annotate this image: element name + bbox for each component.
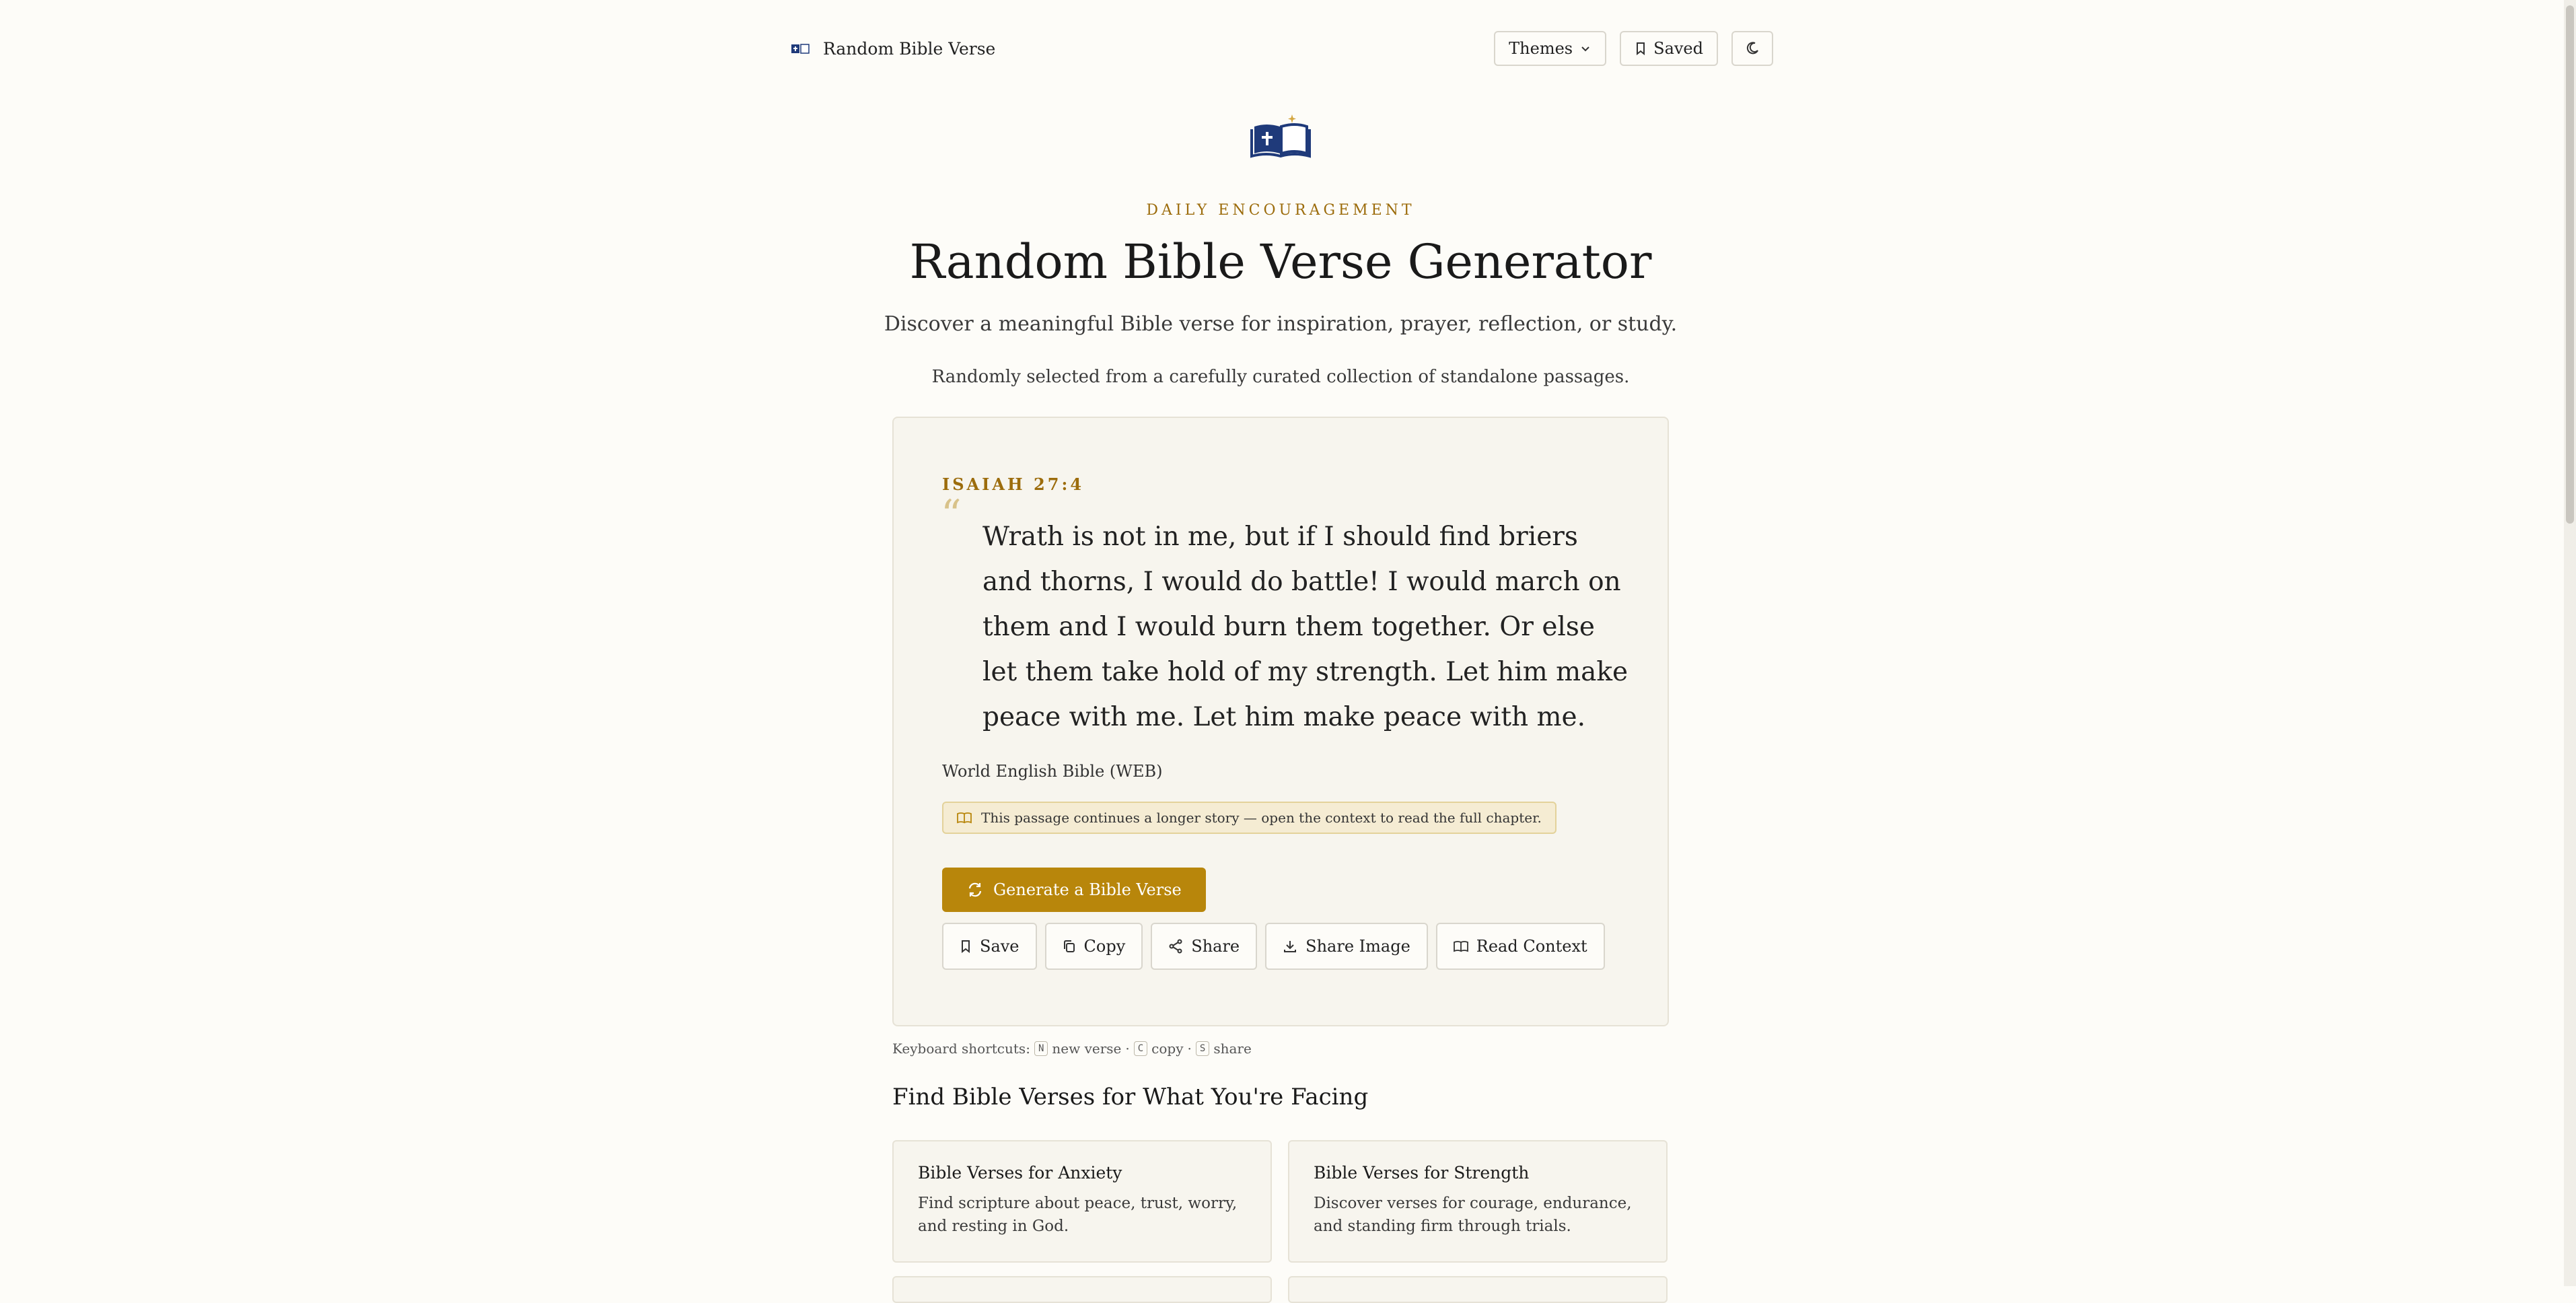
topic-card-partial[interactable] bbox=[892, 1276, 1272, 1303]
share-icon bbox=[1168, 939, 1183, 954]
collection-note: Randomly selected from a carefully curated collection of standalone passages. bbox=[931, 367, 1630, 387]
topic-description: Find scripture about peace, trust, worry, and resting in God. bbox=[918, 1195, 1238, 1235]
topic-card-anxiety[interactable] bbox=[892, 1140, 1272, 1263]
copy-label: Copy bbox=[1083, 937, 1126, 956]
shortcut-key-copy: C bbox=[1134, 1041, 1147, 1056]
verse-actions bbox=[942, 923, 1605, 970]
keyboard-shortcuts bbox=[892, 1041, 1252, 1057]
shortcut-label-share: share bbox=[1213, 1041, 1252, 1057]
brand-link[interactable] bbox=[791, 39, 995, 59]
open-book-icon bbox=[957, 812, 972, 824]
generate-verse-label: Generate a Bible Verse bbox=[993, 880, 1182, 899]
page-title: Random Bible Verse Generator bbox=[909, 234, 1652, 289]
saved-label: Saved bbox=[1653, 39, 1703, 58]
shortcut-label-new: new verse bbox=[1052, 1041, 1122, 1057]
topics-heading: Find Bible Verses for What You're Facing bbox=[892, 1084, 1369, 1111]
verse-text: Wrath is not in me, but if I should find briers and thorns, I would do battle! I would march on them and I would burn them together. Or else let them take hold of my strength. Let him make peace with me. Let him make peace with me. bbox=[982, 522, 1629, 732]
topic-card-strength[interactable] bbox=[1288, 1140, 1668, 1263]
shortcut-separator: · bbox=[1125, 1041, 1130, 1057]
themes-dropdown-button[interactable] bbox=[1494, 31, 1606, 66]
shortcut-label-copy: copy bbox=[1151, 1041, 1184, 1057]
download-icon bbox=[1283, 939, 1297, 954]
topic-title: Bible Verses for Strength bbox=[1314, 1163, 1530, 1183]
generate-verse-button[interactable] bbox=[942, 868, 1206, 912]
save-button[interactable] bbox=[942, 923, 1037, 970]
moon-icon bbox=[1745, 41, 1760, 56]
book-logo-icon bbox=[791, 42, 810, 55]
eyebrow-label: DAILY ENCOURAGEMENT bbox=[1146, 202, 1415, 219]
shortcuts-prefix: Keyboard shortcuts: bbox=[892, 1041, 1030, 1057]
copy-button[interactable] bbox=[1045, 923, 1143, 970]
read-context-label: Read Context bbox=[1476, 937, 1587, 956]
saved-button[interactable] bbox=[1620, 31, 1718, 66]
topic-description: Discover verses for courage, endurance, and standing firm through trials. bbox=[1314, 1195, 1632, 1235]
bookmark-icon bbox=[1635, 42, 1647, 55]
share-image-label: Share Image bbox=[1305, 937, 1410, 956]
open-book-icon bbox=[1454, 940, 1468, 952]
verse-reference: ISAIAH 27:4 bbox=[942, 474, 1085, 494]
brand-name: Random Bible Verse bbox=[823, 38, 996, 59]
bookmark-icon bbox=[960, 940, 972, 953]
shortcut-key-share: S bbox=[1196, 1041, 1209, 1056]
quote-mark-icon: “ bbox=[941, 491, 962, 538]
topic-title: Bible Verses for Anxiety bbox=[918, 1163, 1122, 1183]
share-image-button[interactable] bbox=[1265, 923, 1428, 970]
scrollbar[interactable] bbox=[2564, 0, 2576, 1286]
dark-mode-toggle[interactable] bbox=[1731, 31, 1773, 66]
share-label: Share bbox=[1191, 937, 1240, 956]
share-button[interactable] bbox=[1151, 923, 1257, 970]
shortcut-separator: · bbox=[1187, 1041, 1192, 1057]
shortcut-key-new: N bbox=[1034, 1041, 1048, 1056]
themes-label: Themes bbox=[1509, 39, 1573, 58]
copy-icon bbox=[1063, 940, 1076, 953]
open-bible-icon bbox=[1250, 112, 1311, 159]
page-subtitle: Discover a meaningful Bible verse for inspiration, prayer, reflection, or study. bbox=[884, 312, 1678, 336]
translation-label: World English Bible (WEB) bbox=[942, 762, 1163, 781]
context-notice-text: This passage continues a longer story — open the context to read the full chapter. bbox=[981, 810, 1542, 826]
top-navigation bbox=[791, 30, 1773, 67]
context-notice bbox=[942, 802, 1557, 834]
save-label: Save bbox=[980, 937, 1019, 956]
verse-card bbox=[892, 417, 1669, 1026]
topic-card-partial[interactable] bbox=[1288, 1276, 1668, 1303]
scrollbar-thumb[interactable] bbox=[2566, 5, 2574, 524]
read-context-button[interactable] bbox=[1436, 923, 1605, 970]
chevron-down-icon bbox=[1579, 42, 1591, 55]
refresh-icon bbox=[966, 881, 984, 899]
